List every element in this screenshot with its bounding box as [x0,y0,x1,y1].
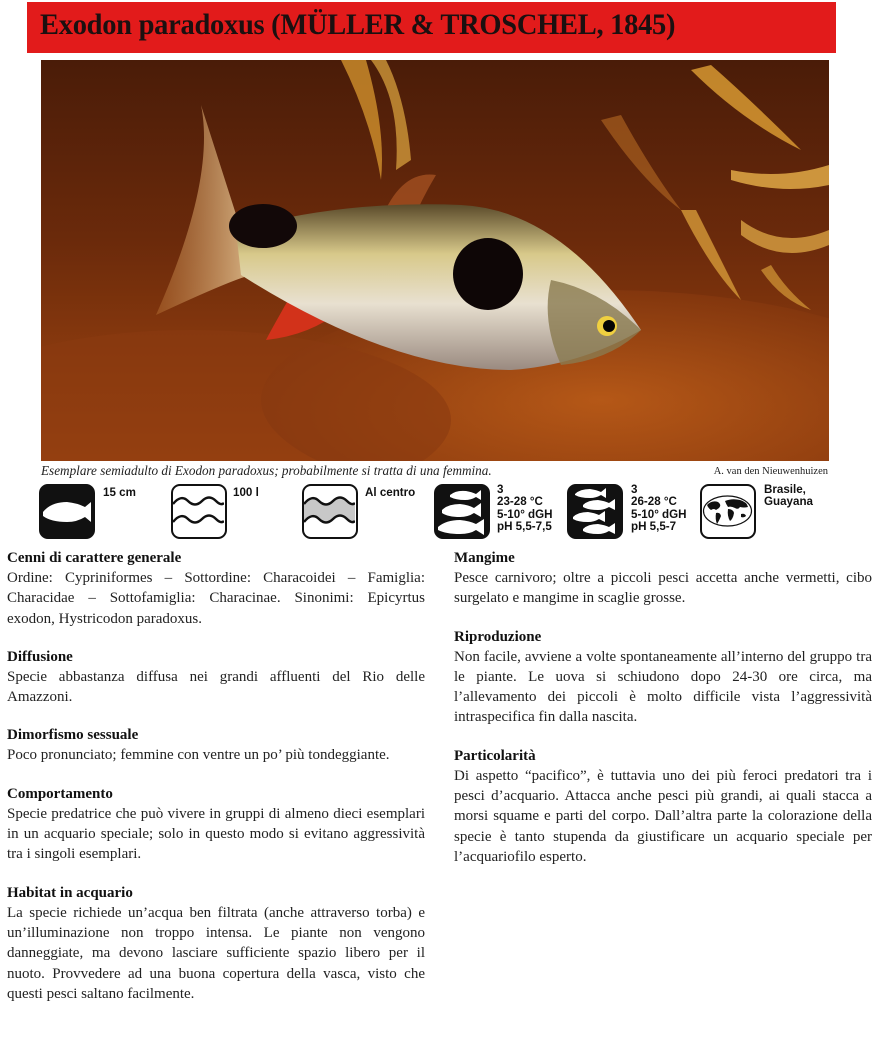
fish-photo-illustration [41,60,829,461]
section-heading: Mangime [454,550,515,566]
title-bar [27,2,836,53]
section-text: Poco pronunciato; femmine con ventre un po’ più tondeggiante. [7,747,390,764]
maintenance-hardness: 5-10° dGH [497,507,553,521]
section-text: Non facile, avviene a volte spontaneamente all’interno del gruppo tra le piante. Le uova si schiudono dopo 24-30 ore circa, ma l’allevamento dei piccoli è molto difficile vista l’aggressività intraspecifica fin dalla nascita. [454,648,872,726]
section-heading: Cenni di carattere generale [7,550,182,566]
photo-credit: A. van den Nieuwenhuizen [713,466,828,477]
maintenance-ph: pH 5,5-7,5 [497,520,552,534]
section-text: Di aspetto “pacifico”, è tuttavia uno dei più feroci predatori tra i pesci d’acquario. Attacca anche pesci più grandi, ai quali stacca a morsi squame e parti del corpo. Dall’altra parte la colorazione della specie è tanto stupenda da giustificare un acquario speciale per l’acquariofilo esperto. [454,767,872,865]
breeding-hardness: 5-10° dGH [631,507,687,521]
fish-group-breeding-icon [567,484,623,539]
section-text: La specie richiede un’acqua ben filtrata (anche attraverso torba) e un’illuminazione non troppo intensa. Le piante non vengono danneggiate, ma devono lasciare sufficiente spazio libero per il nuoto. Provvedere ad una buona copertura della vasca, visto che questi pesci saltano facilmente. [7,904,425,1002]
section-text: Specie abbastanza diffusa nei grandi affluenti del Rio delle Amazzoni. [7,668,425,706]
section-heading: Particolarità [454,747,536,764]
left-column [7,549,425,1023]
section-distribution [7,648,425,708]
water-volume-label: 100 l [233,486,259,499]
breeding-temperature: 26-28 °C [631,495,677,509]
section-text: Ordine: Cypriniformes – Sottordine: Characoidei – Famiglia: Characidae – Sottofamiglia: Characinae. Sinonimi: Epicyrtus exodon, Hystricodon paradoxus. [7,570,425,627]
swim-zone-label: Al centro [365,486,416,499]
section-heading: Riproduzione [454,628,542,645]
section-particularity [454,747,872,867]
fish-size-icon [39,484,95,539]
section-text: Pesce carnivoro; oltre a piccoli pesci accetta anche vermetti, cibo surgelato e mangime in scaglie grosse. [454,570,872,607]
maintenance-count: 3 [497,483,504,496]
photo-caption: Esemplare semiadulto di Exodon paradoxus; probabilmente si tratta di una femmina. [41,463,492,478]
section-heading: Habitat in acquario [7,884,133,901]
section-sexual-dimorphism [7,726,425,765]
distribution-label [764,484,813,509]
fish-group-maintenance-icon [434,484,490,539]
right-column [454,549,872,886]
swim-zone-icon [302,484,358,539]
water-volume-icon [171,484,227,539]
section-reproduction [454,628,872,728]
section-behaviour [7,785,425,865]
section-heading: Dimorfismo sessuale [7,727,139,744]
section-heading: Diffusione [7,648,73,665]
fish-photo [41,60,829,461]
section-text: Specie predatrice che può vivere in gruppi di almeno dieci esemplari in un acquario speciale; solo in questo modo si evitano aggressività tra i singoli esemplari. [7,805,425,863]
world-map-icon [700,484,756,539]
page-title: Exodon paradoxus (MÜLLER & TROSCHEL, 1845) [40,8,676,41]
breeding-params [631,484,687,534]
breeding-count: 3 [631,483,638,496]
distribution-line-2: Guayana [764,495,813,509]
maintenance-temperature: 23-28 °C [497,495,543,509]
section-heading: Comportamento [7,785,113,802]
section-general [7,549,425,629]
fish-size-label: 15 cm [103,486,136,499]
distribution-line-1: Brasile, [764,483,806,496]
section-food [454,549,872,609]
breeding-ph: pH 5,5-7 [631,520,677,534]
maintenance-params [497,484,553,534]
section-aquarium-habitat [7,884,425,1004]
